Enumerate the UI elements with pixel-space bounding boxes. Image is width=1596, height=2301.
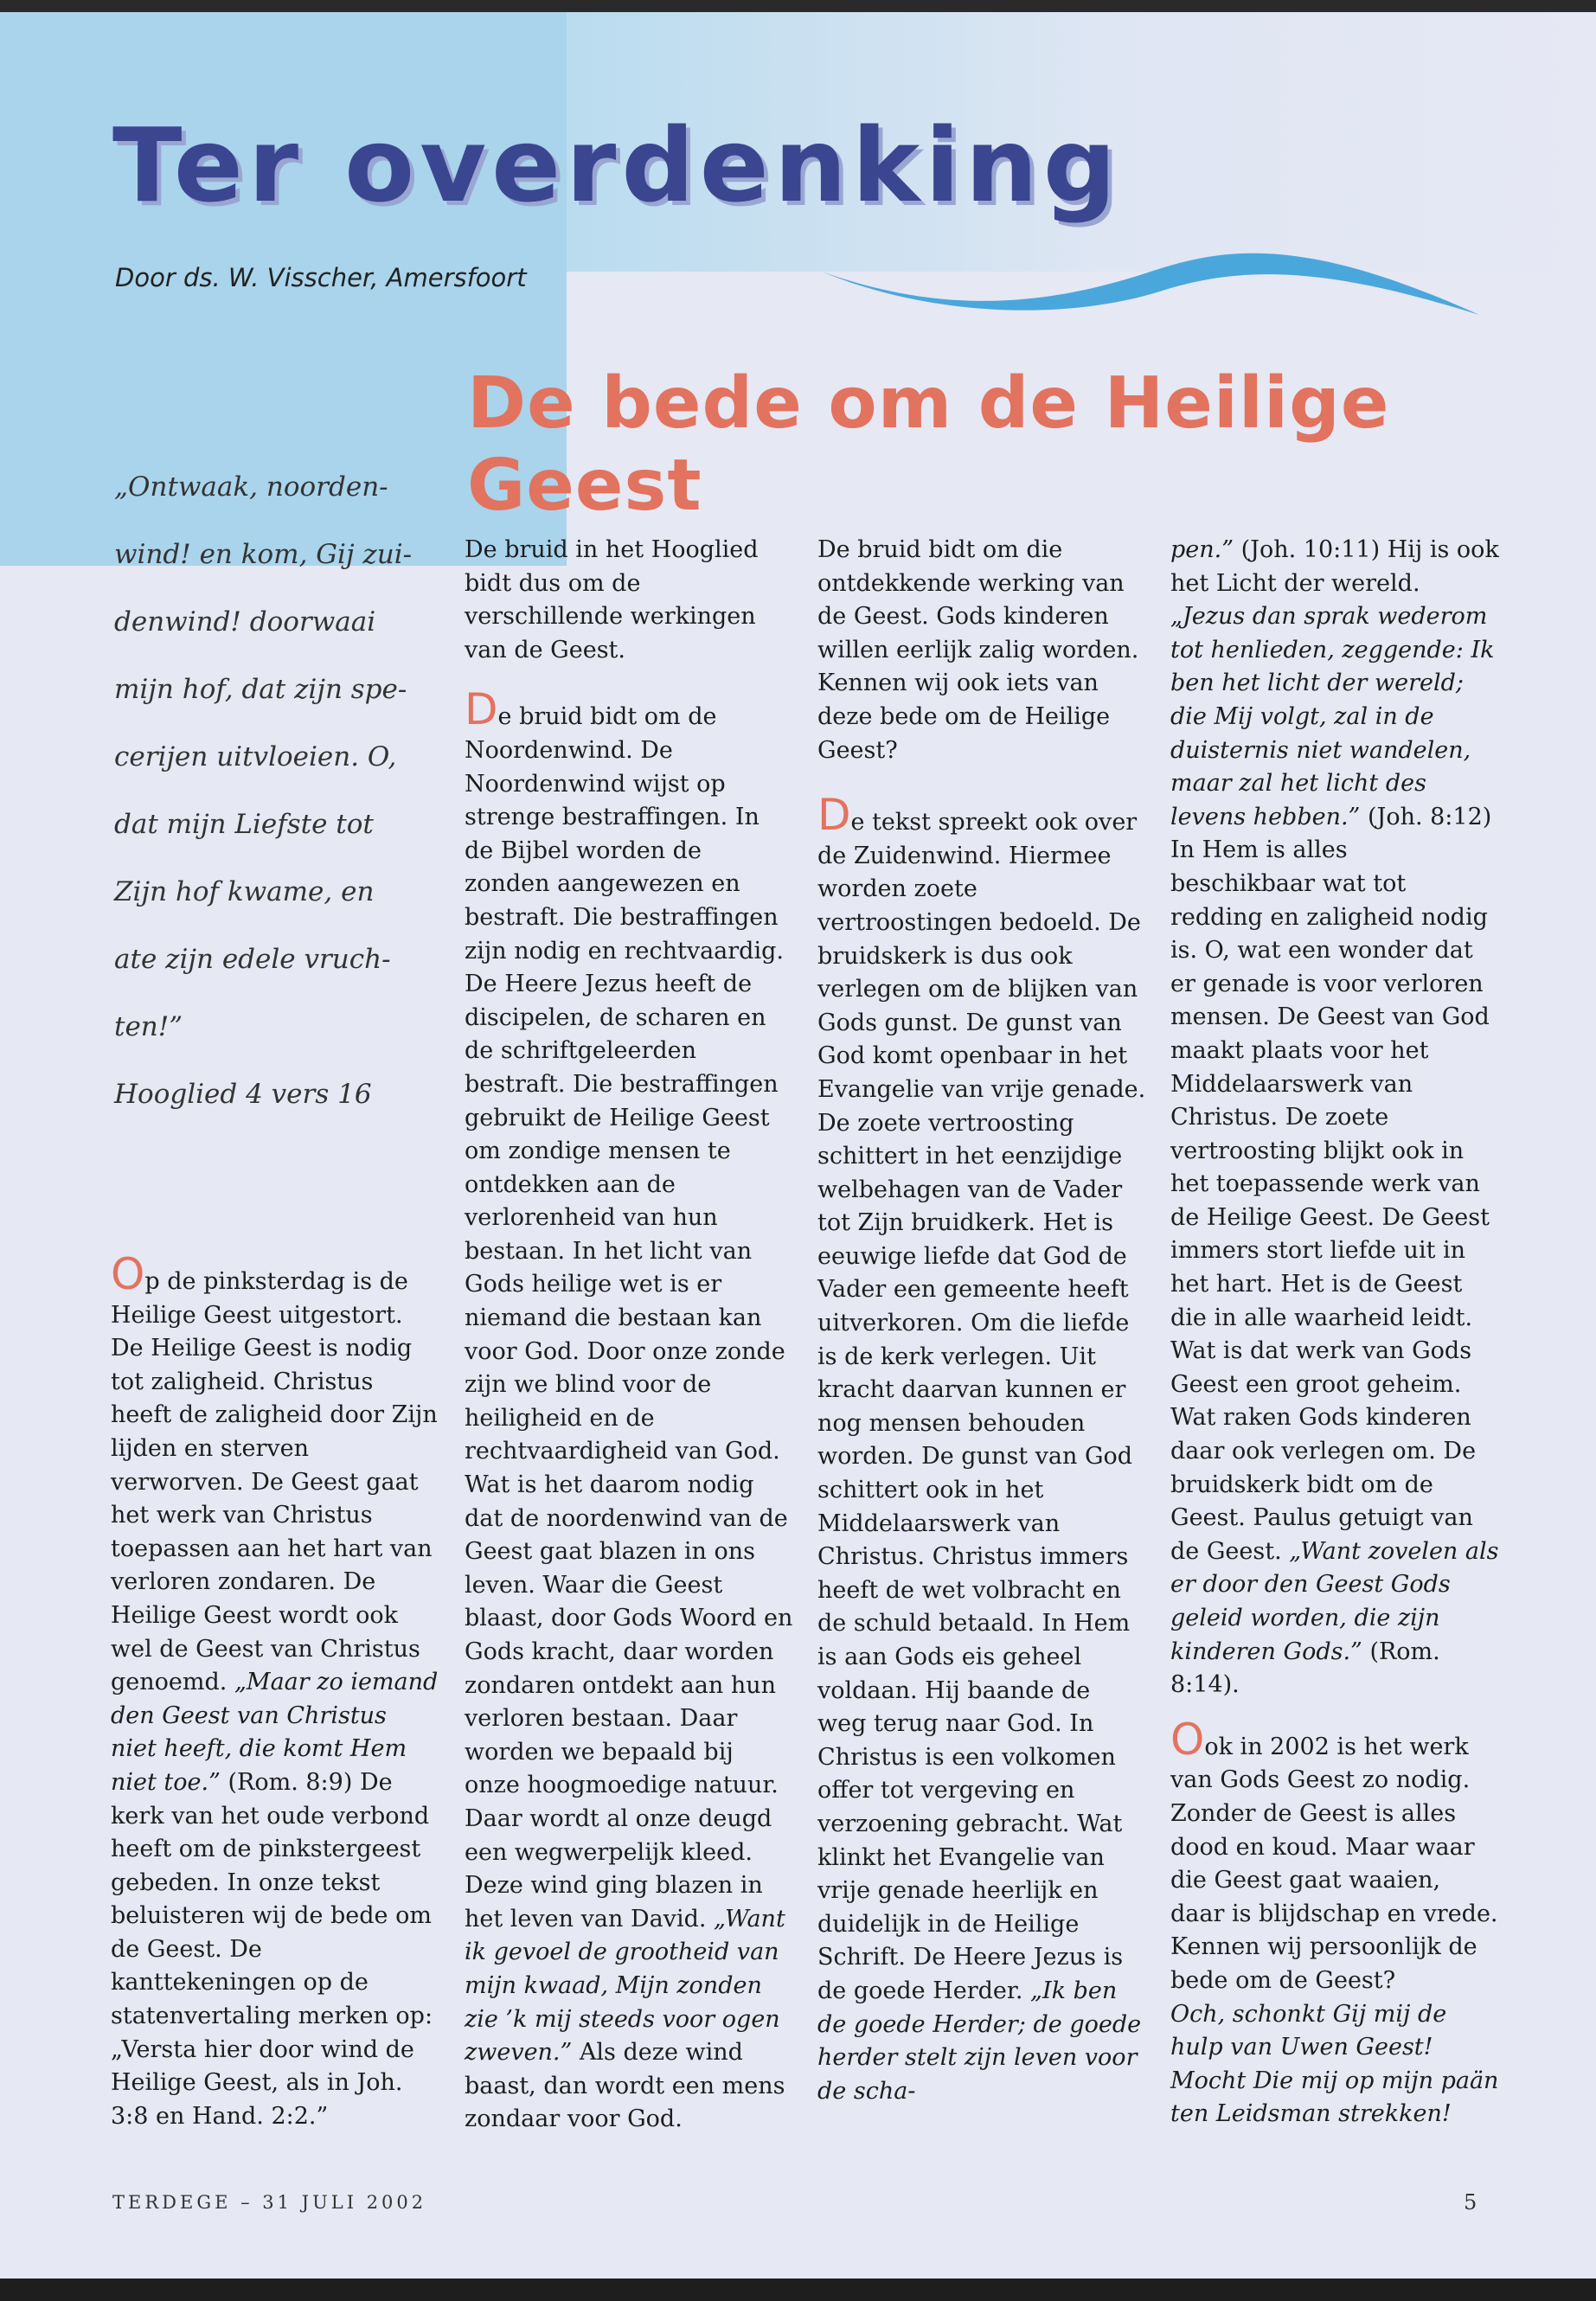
article-column-2 <box>465 534 793 2137</box>
quote-line: Zijn hof kwame, en <box>114 876 375 907</box>
body-text: e bruid bidt om de Noordenwind. De Noordenwind wijst op strenge bestraffingen. In de Bijbel worden de zonden aangewezen en bestraft. Die bestraffingen zijn nodig en rechtvaardig. De Heere Jezus heeft de discipelen, de scharen en de schriftgeleerden bestraft. Die bestraffingen gebruikt de Heilige Geest om zondige mensen te ontdekken aan de verlorenheid van hun bestaan. In het licht van Gods heilige wet is er niemand die bestaan kan voor God. Door onze zonde zijn we blind voor de heiligheid en de rechtvaardigheid van God. Wat is het daarom nodig dat de noordenwind van de Geest gaat blazen in ons leven. Waar die Geest blaast, door Gods Woord en Gods kracht, daar worden zondaren ontdekt aan hun verloren bestaan. Daar worden we bepaald bij onze hoogmoedige natuur. Daar wordt al onze deugd een wegwerpelijk kleed. Deze wind ging blazen in het leven van David. <box>465 703 793 1932</box>
bottom-border <box>0 2279 1596 2301</box>
article-column-4 <box>1170 534 1499 2131</box>
magazine-page <box>0 12 1596 2279</box>
quote-line: „Ontwaak, noorden- <box>114 471 388 503</box>
scripture-quote: „Jezus dan sprak wederom tot henlieden, zeggende: Ik ben het licht der wereld; die Mij volgt, zal in de duisternis niet wandelen, maar zal het licht des levens hebben.” <box>1170 603 1495 830</box>
quote-line: wind! en kom, Gij zui- <box>114 539 413 570</box>
body-text: p de pinksterdag is de Heilige Geest uitgestort. De Heilige Geest is nodig tot zaligheid. Christus heeft de zaligheid door Zijn lijden en sterven verworven. De Geest gaat het werk van Christus toepassen aan het hart van verloren zondaren. De Heilige Geest wordt ook wel de Geest van Christus genoemd. <box>111 1268 438 1696</box>
paragraph <box>465 684 793 2137</box>
closing-verse <box>1170 1998 1499 2131</box>
body-text: (Joh. 10:11) Hij is ook het Licht der wereld. <box>1170 536 1499 597</box>
byline: Door ds. W. Visscher, Amersfoort <box>115 263 527 292</box>
drop-cap: O <box>111 1249 145 1299</box>
verse-text: Och, schonkt Gij mij de hulp van Uwen Geest! Mocht Die mij op mijn paän ten Leidsman strekken! <box>1170 2000 1499 2128</box>
article-column-3 <box>817 534 1146 2108</box>
quote-line: ten!” <box>114 1011 183 1042</box>
wave-decoration <box>822 220 1479 341</box>
quote-reference: Hooglied 4 vers 16 <box>114 1079 372 1110</box>
body-text: e tekst spreekt ook over de Zuidenwind. Hiermee worden zoete vertroostingen bedoeld. De bruidskerk is dus ook verlegen om de blijken van Gods gunst. De gunst van God komt openbaar in het Evangelie van vrije genade. De zoete vertroosting schittert in het eenzijdige welbehagen van de Vader tot Zijn bruidkerk. Het is eeuwige liefde dat God de Vader een gemeente heeft uitverkoren. Om die liefde is de kerk verlegen. Uit kracht daarvan kunnen er nog mensen behouden worden. De gunst van God schittert ook in het Middelaarswerk van Christus. Christus immers heeft de wet volbracht en de schuld betaald. In Hem is aan Gods eis geheel voldaan. Hij baande de weg terug naar God. In Christus is een volkomen offer tot vergeving en verzoening gebracht. Wat klinkt het Evangelie van vrije genade heerlijk en duidelijk in de Heilige Schrift. De Heere Jezus is de goede Herder. <box>817 809 1146 2004</box>
body-text: ok in 2002 is het werk van Gods Geest zo nodig. Zonder de Geest is alles dood en koud. Maar waar die Geest gaat waaien, daar is blijdschap en vrede. Kennen wij persoonlijk de bede om de Geest? <box>1170 1733 1498 1994</box>
paragraph: De bruid bidt om die ontdekkende werking van de Geest. Gods kinderen willen eerlijk zalig worden. Kennen wij ook iets van deze bede om de Heilige Geest? <box>817 536 1139 764</box>
paragraph <box>817 790 1146 2108</box>
quote-line: dat mijn Liefste tot <box>114 809 374 840</box>
drop-cap: D <box>817 790 851 841</box>
article-headline: De bede om de Heilige Geest <box>467 362 1390 527</box>
quote-line: denwind! doorwaai <box>114 606 376 638</box>
article-column-1 <box>111 1249 439 2133</box>
paragraph <box>111 1249 439 2133</box>
body-text: (Rom. 8:14). <box>1170 1638 1440 1699</box>
scripture-quote: „Want ik gevoel de grootheid van mijn kwaad, Mijn zonden zie ’k mij steeds voor ogen zweven.” <box>465 1905 785 2067</box>
body-text: (Rom. 8:9) De kerk van het oude verbond heeft om de pinkstergeest gebeden. In onze tekst beluisteren wij de bede om de Geest. De kanttekeningen op de statenvertaling merken op: „Versta hier door wind de Heilige Geest, als in Joh. 3:8 en Hand. 2:2.” <box>111 1768 433 2130</box>
quote-line: ate zijn edele vruch- <box>114 944 391 975</box>
page-number: 5 <box>1464 2190 1477 2214</box>
paragraph <box>1170 534 1499 1702</box>
pull-quote <box>114 453 434 1128</box>
drop-cap: O <box>1170 1714 1205 1765</box>
body-text: (Joh. 8:12) In Hem is alles beschikbaar wat tot redding en zaligheid nodig is. O, wat een wonder dat er genade is voor verloren mensen. De Geest van God maakt plaats voor het Middelaarswerk van Christus. De zoete vertroosting blijkt ook in het toepassende werk van de Heilige Geest. De Geest immers stort liefde uit in het hart. Het is de Geest die in alle waarheid leidt. Wat is dat werk van Gods Geest een groot geheim. Wat raken Gods kinderen daar ook verlegen om. De bruidskerk bidt om de Geest. Paulus getuigt van de Geest. <box>1170 803 1492 1565</box>
section-kicker: Ter overdenking <box>112 106 1122 225</box>
paragraph <box>1170 1714 1499 1998</box>
drop-cap: D <box>465 684 498 735</box>
quote-line: mijn hof, dat zijn spe- <box>114 674 407 705</box>
body-text: Als deze wind baast, dan wordt een mens zondaar voor God. <box>465 2039 785 2133</box>
paragraph: De bruid in het Hooglied bidt dus om de verschillende werkingen van de Geest. <box>465 536 759 663</box>
footer-publication: TERDEGE – 31 JULI 2002 <box>112 2192 427 2213</box>
quote-line: cerijen uitvloeien. O, <box>114 741 397 772</box>
scripture-quote: „Ik ben de goede Herder; de goede herder stelt zijn leven voor de scha- <box>817 1977 1142 2105</box>
scripture-quote: „Maar zo iemand den Geest van Christus niet heeft, die komt Hem niet toe.” <box>111 1669 439 1796</box>
scripture-quote: pen.” <box>1170 536 1234 563</box>
scripture-quote: „Want zovelen als er door den Geest Gods geleid worden, die zijn kinderen Gods.” <box>1170 1537 1499 1665</box>
